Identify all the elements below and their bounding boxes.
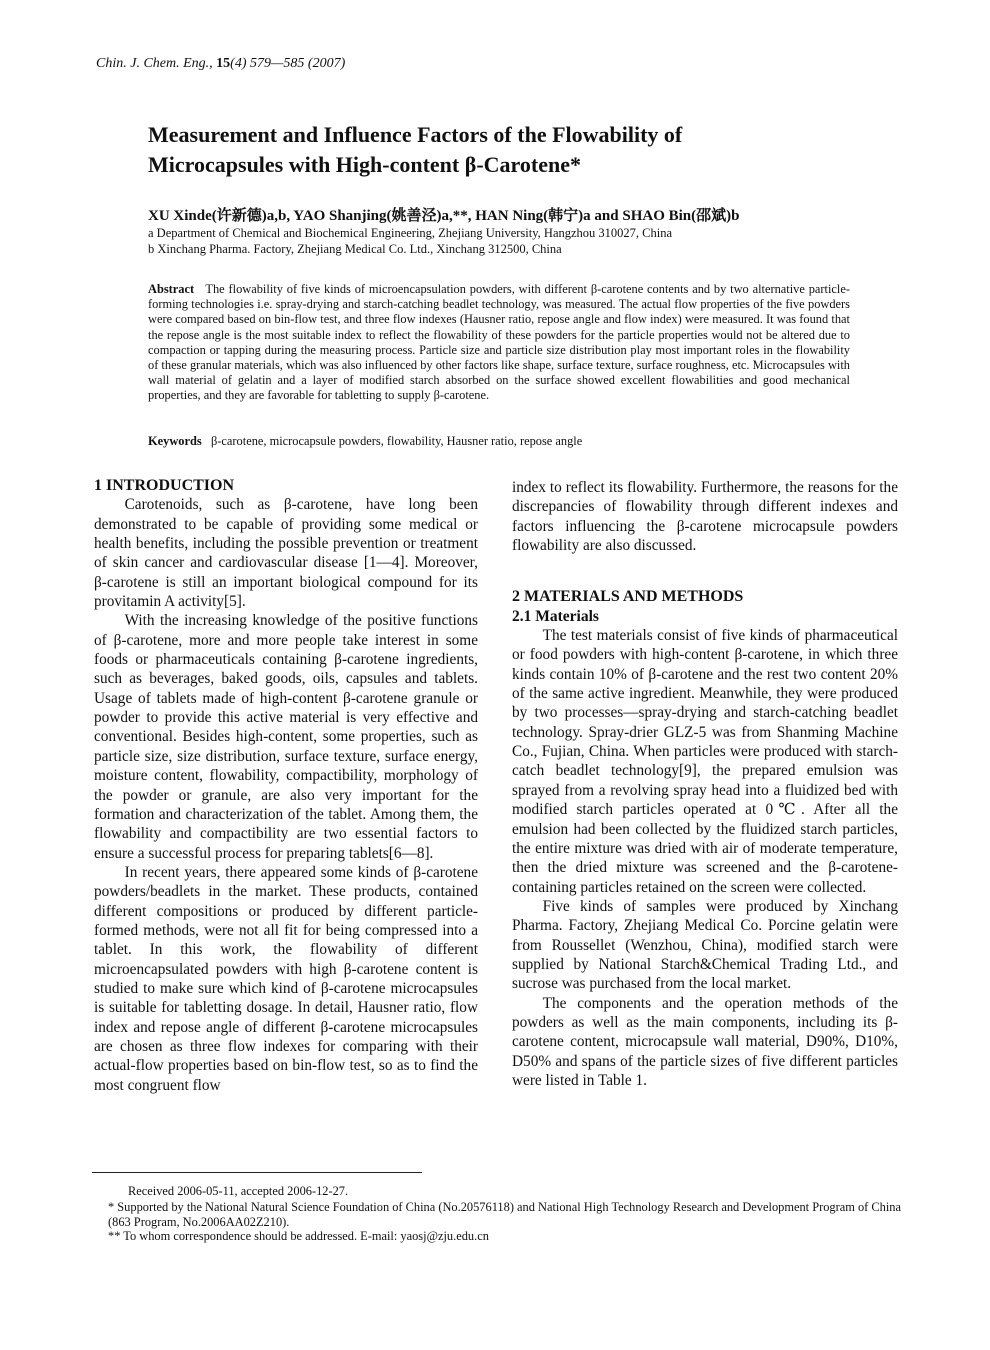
title-line-1: Measurement and Influence Factors of the Flowability of	[148, 122, 683, 147]
section-heading-materials-methods: 2 MATERIALS AND METHODS	[512, 588, 744, 606]
journal-citation	[96, 56, 345, 72]
paragraph: Five kinds of samples were produced by Xinchang Pharma. Factory, Zhejiang Medical Co. Porcine gelatin were from Roussellet (Wenzhou, China), modified starch were supplied by National Starch&Chemical Trading Ltd., and sucrose was purchased from the local market.	[512, 897, 898, 993]
subsection-heading-materials: 2.1 Materials	[512, 607, 599, 625]
paragraph-continued: index to reflect its flowability. Furthermore, the reasons for the discrepancies of flowability through different indexes and factors influencing the β-carotene microcapsule powders flowability are also discussed.	[512, 479, 898, 555]
affiliation-b: b Xinchang Pharma. Factory, Zhejiang Medical Co. Ltd., Xinchang 312500, China	[148, 242, 562, 256]
paragraph: With the increasing knowledge of the positive functions of β-carotene, more and more people take interest in some foods or pharmaceuticals containing β-carotene ingredients, such as beverages, baked goods, oils, capsules and tablets. Usage of tablets made of high-content β-carotene granule or powder to provide this active material is very effective and conventional. Besides high-content, some properties, such as particle size, size distribution, surface texture, surface energy, moisture content, flowability, compactibility, morphology of the powder or granule, are also very important for the formation and characterization of the tablet. Among them, the flowability and compactibility are two essential factors to ensure a successful process for preparing tablets[6—8].	[94, 612, 478, 862]
paragraph: The test materials consist of five kinds of pharmaceutical or food powders with high-content β-carotene, in which three kinds contain 10% of β-carotene and the rest two content 20% of the same active ingredient. Meanwhile, they were produced by two processes—spray-drying and starch-catching beadlet technology. Spray-drier GLZ-5 was from Shanming Machine Co., Fujian, China. When particles were produced with starch-catch beadlet technology[9], the prepared emulsion was sprayed from a revolving spray head into a fluidized bed with modified starch particles operated at 0℃. After all the emulsion had been collected by the fluidized starch particles, the entire mixture was dried with air of moderate temperature, then the dried mixture was screened and the β-carotene-containing particles retained on the screen were collected.	[512, 627, 898, 896]
abstract-text: The flowability of five kinds of microencapsulation powders, with different β-carotene contents and by two alternative particle-forming technologies i.e. spray-drying and starch-catching beadlet technology, was measured. The actual flow properties of the five powders were compared based on bin-flow test, and three flow indexes (Hausner ratio, repose angle and flow index) were measured. It was found that the repose angle is the most suitable index to reflect the flowability of these powders for the particle properties would not be altered due to compaction or tapping during the measuring process. Particle size and particle size distribution play most important roles in the flowability of these granular materials, which was also influenced by other factors like shape, surface texture, surface roughness, etc. Microcapsules with wall material of gelatin and a layer of modified starch absorbed on the surface showed excellent flowabilities and good mechanical properties, and they are favorable for tabletting to supply β-carotene.	[148, 282, 850, 403]
affiliation-a: a Department of Chemical and Biochemical Engineering, Zhejiang University, Hangzhou 310027, China	[148, 226, 673, 240]
journal-volume: 15	[216, 56, 231, 71]
right-column	[512, 478, 898, 1090]
footnote-received: Received 2006-05-11, accepted 2006-12-27.	[128, 1184, 349, 1198]
footnote-divider	[92, 1172, 422, 1173]
abstract-label: Abstract	[148, 282, 195, 296]
left-column	[94, 476, 478, 1095]
keywords-text: β-carotene, microcapsule powders, flowability, Hausner ratio, repose angle	[211, 434, 583, 448]
abstract-block	[148, 282, 850, 404]
journal-name: Chin. J. Chem. Eng.,	[96, 56, 213, 71]
author-list: XU Xinde(许新德)a,b, YAO Shanjing(姚善泾)a,**, HAN Ning(韩宁)a and SHAO Bin(邵斌)b	[148, 208, 740, 224]
paragraph: In recent years, there appeared some kinds of β-carotene powders/beadlets in the market. These products, contained different compositions or produced by different particle-formed methods, were not all fit for being compressed into a tablet. In this work, the flowability of different microencapsulated powders with high β-carotene content is studied to make sure which kind of β-carotene microcapsules is suitable for tabletting dosage. In detail, Hausner ratio, flow index and repose angle of different β-carotene microcapsules are chosen as three flow indexes for comparing with their actual-flow properties based on bin-flow test, so as to find the most congruent flow	[94, 863, 478, 1094]
footnote-correspondence: ** To whom correspondence should be addressed. E-mail: yaosj@zju.edu.cn	[108, 1229, 489, 1243]
keywords-block	[148, 434, 850, 449]
paragraph: Carotenoids, such as β-carotene, have long been demonstrated to be capable of providing some medical or health benefits, including the possible prevention or treatment of skin cancer and cardiovascular disease [1—4]. Moreover, β-carotene is still an important biological compound for its provitamin A activity[5].	[94, 496, 478, 611]
keywords-label: Keywords	[148, 434, 202, 448]
footnote-funding: * Supported by the National Natural Science Foundation of China (No.20576118) and National High Technology Research and Development Program of China (863 Program, No.2006AA02Z210).	[108, 1200, 901, 1229]
title-line-2: Microcapsules with High-content β-Carotene*	[148, 152, 582, 177]
journal-issue-pages: (4) 579—585 (2007)	[230, 56, 346, 71]
paragraph: The components and the operation methods of the powders as well as the main components, including its β-carotene content, microcapsule wall material, D90%, D10%, D50% and spans of the particle sizes of five different particles were listed in Table 1.	[512, 994, 898, 1089]
section-heading-introduction: 1 INTRODUCTION	[94, 477, 235, 494]
paper-title	[148, 120, 868, 180]
